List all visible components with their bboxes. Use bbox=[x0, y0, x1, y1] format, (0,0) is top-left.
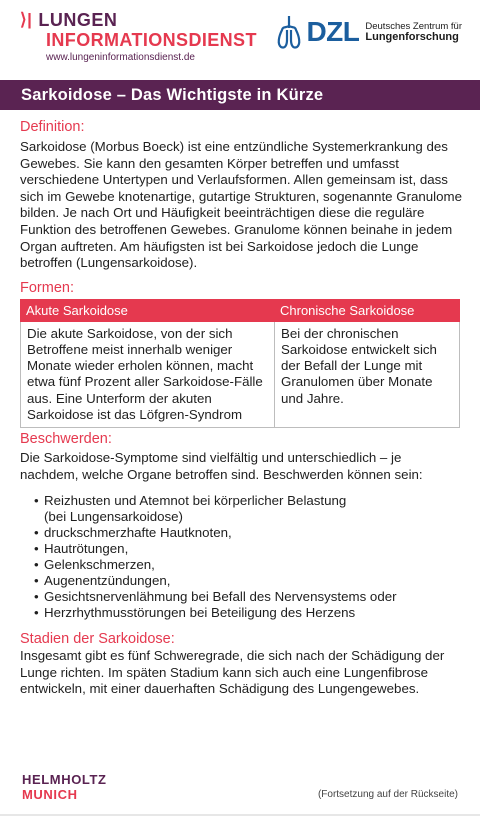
list-item: • Gelenkschmerzen, bbox=[34, 557, 462, 573]
formen-table-row bbox=[21, 321, 460, 427]
beschwerden-heading: Beschwerden: bbox=[20, 430, 112, 447]
brand-line2: INFORMATIONSDIENST bbox=[46, 30, 257, 50]
brand-line1-text: LUNGEN bbox=[38, 10, 118, 30]
dzl-sub-line2: Lungenforschung bbox=[365, 31, 459, 43]
formen-table bbox=[20, 299, 460, 428]
formen-heading: Formen: bbox=[20, 279, 74, 296]
main-content bbox=[20, 118, 462, 698]
symptom-text-cont: (bei Lungensarkoidose) bbox=[44, 509, 183, 525]
page-title: Sarkoidose – Das Wichtigste in Kürze bbox=[0, 80, 480, 110]
dzl-abbr: DZL bbox=[306, 16, 360, 47]
chronische-text: Bei der chronischen Sarkoidose entwickelt sich der Befall der Lunge mit Granulomen über Monate und Jahre. bbox=[275, 321, 460, 427]
list-item: • Augenentzündungen, bbox=[34, 573, 462, 589]
symptom-text: Reizhusten und Atemnot bei körperlicher Belastung bbox=[44, 493, 347, 509]
symptom-list bbox=[34, 493, 462, 621]
list-item: • Gesichtsnervenlähmung bei Befall des Nervensystems oder bbox=[34, 589, 462, 605]
definition-text: Sarkoidose (Morbus Boeck) ist eine entzündliche Systemerkrankung des Gewebes. Sie kann den gesamten Körper betreffen und umfasst verschiedene Untertypen und Verlaufsformen. Allen gemeinsam ist, dass sich im Gewebe knotenartige, gutartige Strukturen, sogenannte Granulome bilden. Je nach Ort und Häufigkeit beeinträchtigen diese die reguläre Funktion des betroffenen Gewebes. Granulome können beinahe in jedem Organ auftreten. Am häufigsten ist bei Sarkoidose jedoch die Lunge betroffen (Lungensarkoidose). bbox=[20, 139, 463, 271]
stadien-heading: Stadien der Sarkoidose: bbox=[20, 631, 175, 648]
list-item: • Herzrhythmusstörungen bei Beteiligung des Herzens bbox=[34, 605, 462, 621]
formen-table-header-row bbox=[21, 299, 460, 321]
akute-text: Die akute Sarkoidose, von der sich Betroffene meist innerhalb weniger Monate wieder erholen können, macht etwa fünf Prozent aller Sarkoidose-Fälle aus. Eine Unterform der akuten Sarkoidose ist das Löfgren-Syndrom bbox=[21, 321, 275, 427]
col-akute-header: Akute Sarkoidose bbox=[21, 299, 275, 321]
hm-line2: MUNICH bbox=[22, 787, 78, 802]
dzl-sub-line1: Deutsches Zentrum für bbox=[365, 21, 462, 32]
definition-heading: Definition: bbox=[20, 119, 85, 135]
dzl-subtitle bbox=[365, 21, 462, 43]
helmholtz-munich-logo[interactable] bbox=[22, 772, 107, 802]
hm-line1: HELMHOLTZ bbox=[22, 772, 107, 787]
brand-url[interactable]: www.lungeninformationsdienst.de bbox=[46, 52, 195, 63]
header bbox=[0, 0, 480, 80]
list-item bbox=[34, 493, 462, 525]
lungs-icon bbox=[274, 14, 304, 50]
beschwerden-intro: Die Sarkoidose-Symptome sind vielfältig und unterschiedlich – je nachdem, welche Organe betroffen sind. Beschwerden können sein: bbox=[20, 449, 423, 482]
stadien-text: Insgesamt gibt es fünf Schweregrade, die sich nach der Schädigung der Lunge richten. Im späten Stadium kann sich auch eine Lungenfibrose entwickeln, mit einer dauerhaften Schädigung des Lungengewebes. bbox=[20, 648, 445, 697]
list-item: • druckschmerzhafte Hautknoten, bbox=[34, 525, 462, 541]
bottom-divider bbox=[0, 814, 480, 816]
dzl-logo[interactable] bbox=[274, 14, 462, 50]
list-item: • Hautrötungen, bbox=[34, 541, 462, 557]
lid-mark-icon: ⟩| bbox=[20, 10, 33, 29]
continuation-note: (Fortsetzung auf der Rückseite) bbox=[317, 789, 458, 800]
lungeninformationsdienst-logo[interactable] bbox=[20, 10, 257, 64]
col-chronische-header: Chronische Sarkoidose bbox=[275, 299, 460, 321]
brand-line1 bbox=[20, 10, 257, 30]
